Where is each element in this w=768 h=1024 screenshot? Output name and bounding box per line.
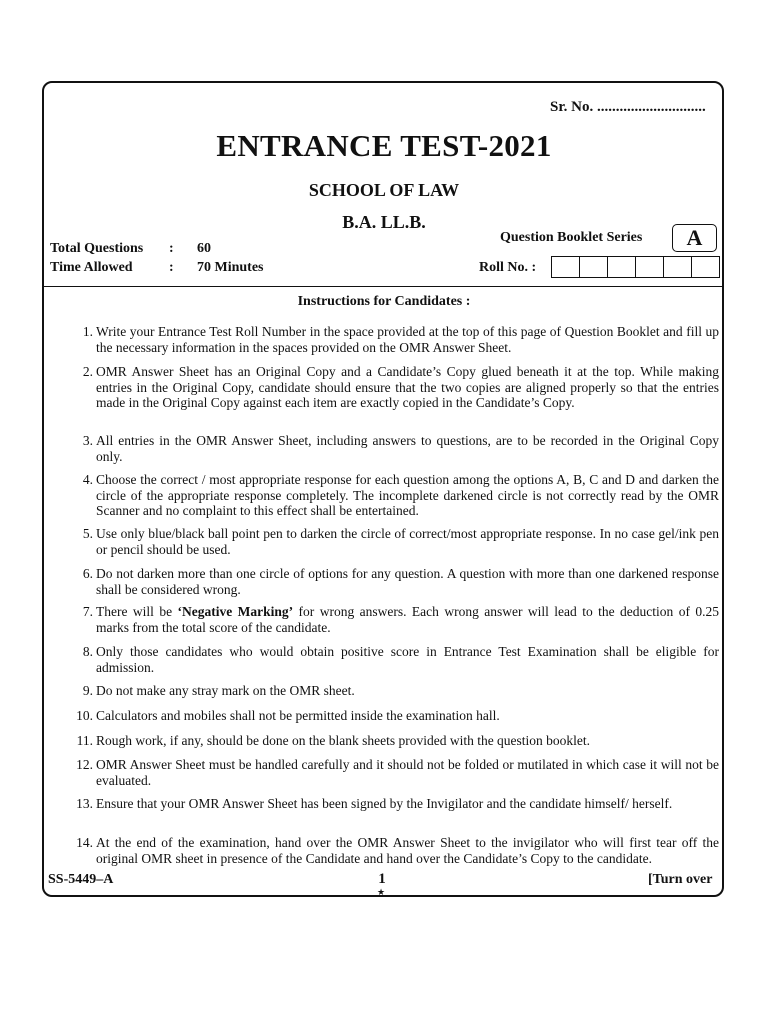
star-icon: ★ bbox=[377, 887, 386, 897]
roll-number-field[interactable] bbox=[552, 256, 720, 278]
roll-digit-box[interactable] bbox=[579, 256, 608, 278]
page-title: ENTRANCE TEST-2021 bbox=[216, 128, 552, 163]
turn-over-note: [Turn over bbox=[648, 872, 713, 887]
roll-digit-box[interactable] bbox=[635, 256, 664, 278]
total-questions-colon: : bbox=[169, 241, 174, 256]
roll-digit-box[interactable] bbox=[551, 256, 580, 278]
program-name: B.A. LL.B. bbox=[342, 212, 426, 232]
roll-digit-box[interactable] bbox=[663, 256, 692, 278]
negative-marking-emphasis: ‘Negative Marking’ bbox=[177, 604, 294, 619]
time-allowed-colon: : bbox=[169, 260, 174, 275]
school-name: SCHOOL OF LAW bbox=[308, 180, 460, 200]
booklet-code: SS-5449–A bbox=[48, 872, 114, 887]
roll-digit-box[interactable] bbox=[607, 256, 636, 278]
roll-number-label: Roll No. : bbox=[479, 260, 537, 275]
time-allowed-label: Time Allowed bbox=[50, 260, 133, 275]
booklet-series-label: Question Booklet Series bbox=[500, 230, 643, 245]
instructions-heading: Instructions for Candidates : bbox=[297, 294, 471, 309]
divider bbox=[44, 286, 722, 287]
time-allowed-value: 70 Minutes bbox=[197, 260, 264, 275]
roll-digit-box[interactable] bbox=[691, 256, 720, 278]
total-questions-label: Total Questions bbox=[50, 241, 144, 256]
booklet-series-value: A bbox=[672, 224, 717, 252]
serial-number: Sr. No. ............................. bbox=[550, 99, 706, 115]
page-number: 1 bbox=[378, 871, 386, 887]
total-questions-value: 60 bbox=[197, 241, 211, 256]
